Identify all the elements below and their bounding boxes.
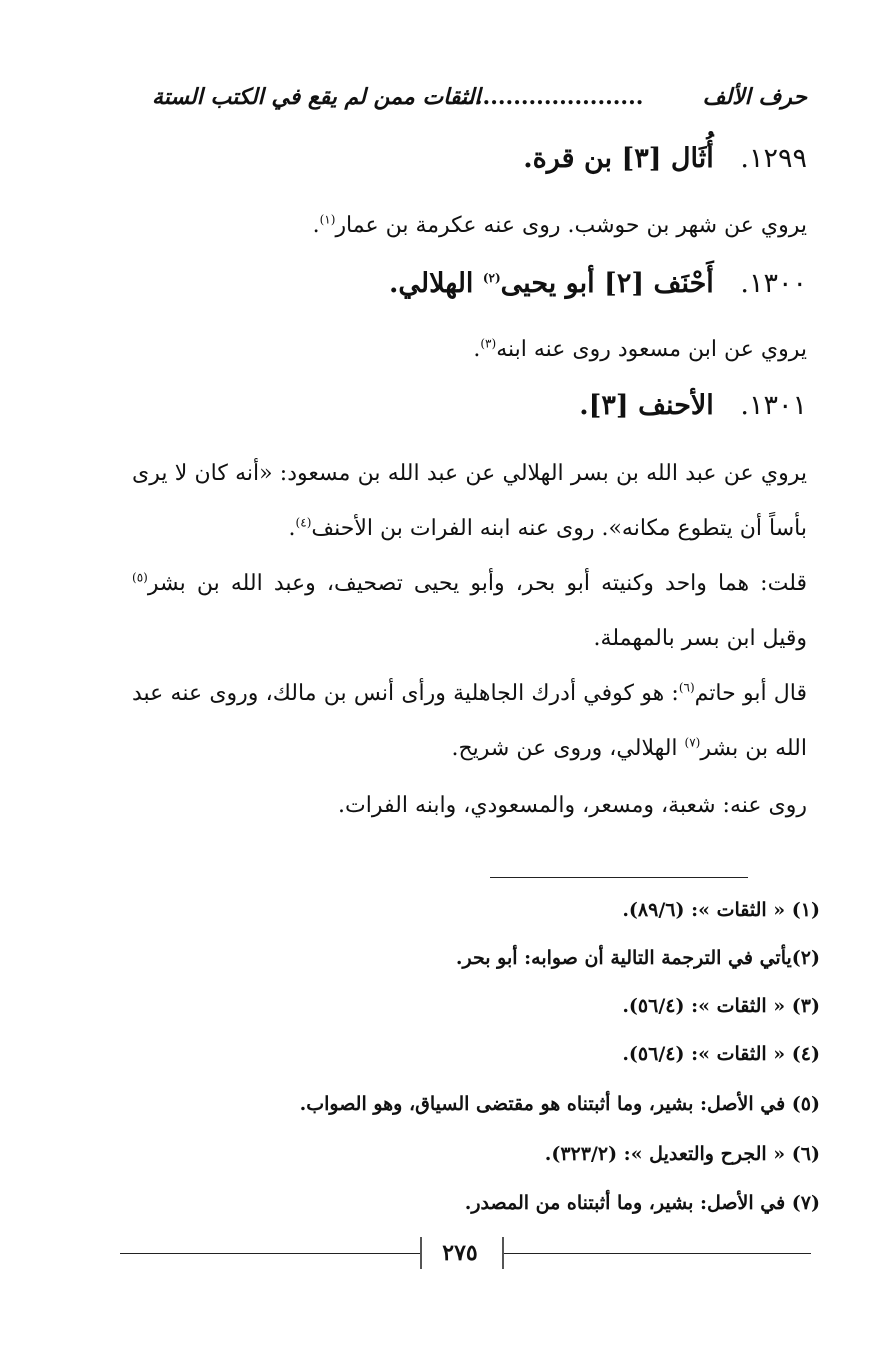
- entry-number: ١٣٠٠.: [740, 268, 807, 299]
- footnote-marker[interactable]: (١): [319, 212, 336, 227]
- footnote-marker[interactable]: (٥): [132, 570, 148, 585]
- entry-1299-body: يروي عن شهر بن حوشب. روى عنه عكرمة بن عمار$^{(١)}$.: [312, 212, 807, 238]
- paragraph-text: قال أبو حاتم: [694, 681, 808, 706]
- paragraph-text: يروي عن ابن مسعود روى عنه ابنه: [496, 337, 807, 362]
- entry-title: الأحنف [٣].: [579, 390, 714, 421]
- footnote-1: (١) « الثقات »: (٨٩/٦).: [622, 899, 820, 921]
- paragraph-text: يروي عن شهر بن حوشب. روى عنه عكرمة بن عمار: [335, 213, 807, 238]
- entry-title: أَحْنَف [٢] أبو يحيى$^{(٢)}$ الهلالي.: [389, 268, 714, 299]
- page-number: ٢٧٥: [442, 1240, 478, 1266]
- footnote-separator: [490, 877, 748, 878]
- footnote-4: (٤) « الثقات »: (٥٦/٤).: [622, 1043, 820, 1065]
- footnote-3: (٣) « الثقات »: (٥٦/٤).: [622, 995, 820, 1017]
- entry-1301-paragraph-1: يروي عن عبد الله بن بسر الهلالي عن عبد الله بن مسعود: «أنه كان لا يرى بأساً أن يتطوع مكانه». روى عنه ابنه الفرات بن الأحنف$^{(٤)}$.: [132, 461, 807, 541]
- paragraph-text: يروي عن عبد الله بن بسر الهلالي عن عبد الله بن مسعود: «أنه كان لا يرى بأساً أن يتطوع مكانه». روى عنه ابنه الفرات بن الأحنف: [132, 461, 807, 541]
- footnote-marker[interactable]: (٣): [480, 336, 497, 351]
- running-header-book-title: الثقات ممن لم يقع في الكتب الستة: [152, 84, 481, 110]
- footnote-2: (٢)يأتي في الترجمة التالية أن صوابه: أبو بحر.: [455, 947, 820, 969]
- entry-number: ١٢٩٩.: [740, 143, 807, 174]
- entry-heading-1300: [389, 268, 807, 299]
- entry-1301-paragraph-4: روى عنه: شعبة، ومسعر، والمسعودي، وابنه الفرات.: [338, 793, 807, 818]
- entry-heading-1299: [523, 143, 807, 174]
- footnote-marker[interactable]: (٦): [678, 680, 695, 695]
- entry-1301-paragraph-3: قال أبو حاتم$^{(٦)}$: هو كوفي أدرك الجاهلية ورأى أنس بن مالك، وروى عنه عبد الله بن بشر$^{(٧)}$ الهلالي، وروى عن شريح.: [132, 680, 808, 761]
- footnote-marker[interactable]: (٤): [295, 515, 312, 530]
- footnote-5: (٥) في الأصل: بشير، وما أثبتناه هو مقتضى السياق، وهو الصواب.: [299, 1093, 820, 1115]
- footnote-7: (٧) في الأصل: بشير، وما أثبتناه من المصدر.: [464, 1192, 820, 1214]
- entry-1301-paragraph-2: قلت: هما واحد وكنيته أبو بحر، وأبو يحيى تصحيف، وعبد الله بن بشر$^{(٥)}$ وقيل ابن بسر بالمهملة.: [132, 570, 807, 651]
- entry-title: أُثَال [٣] بن قرة.: [523, 143, 714, 174]
- paragraph-text: قلت: هما واحد وكنيته أبو بحر، وأبو يحيى تصحيف، وعبد الله بن بشر: [147, 571, 807, 596]
- entry-heading-1301: [579, 390, 807, 421]
- running-header-dots: ........................: [459, 84, 644, 110]
- entry-1300-body: يروي عن ابن مسعود روى عنه ابنه$^{(٣)}$.: [473, 336, 807, 362]
- footnote-marker[interactable]: (٢): [482, 271, 501, 285]
- footnote-marker[interactable]: (٧): [684, 735, 701, 750]
- entry-number: ١٣٠١.: [740, 390, 807, 421]
- running-header-chapter: حرف الألف: [702, 84, 807, 110]
- footnote-6: (٦) « الجرح والتعديل »: (٣٢٣/٢).: [544, 1143, 820, 1165]
